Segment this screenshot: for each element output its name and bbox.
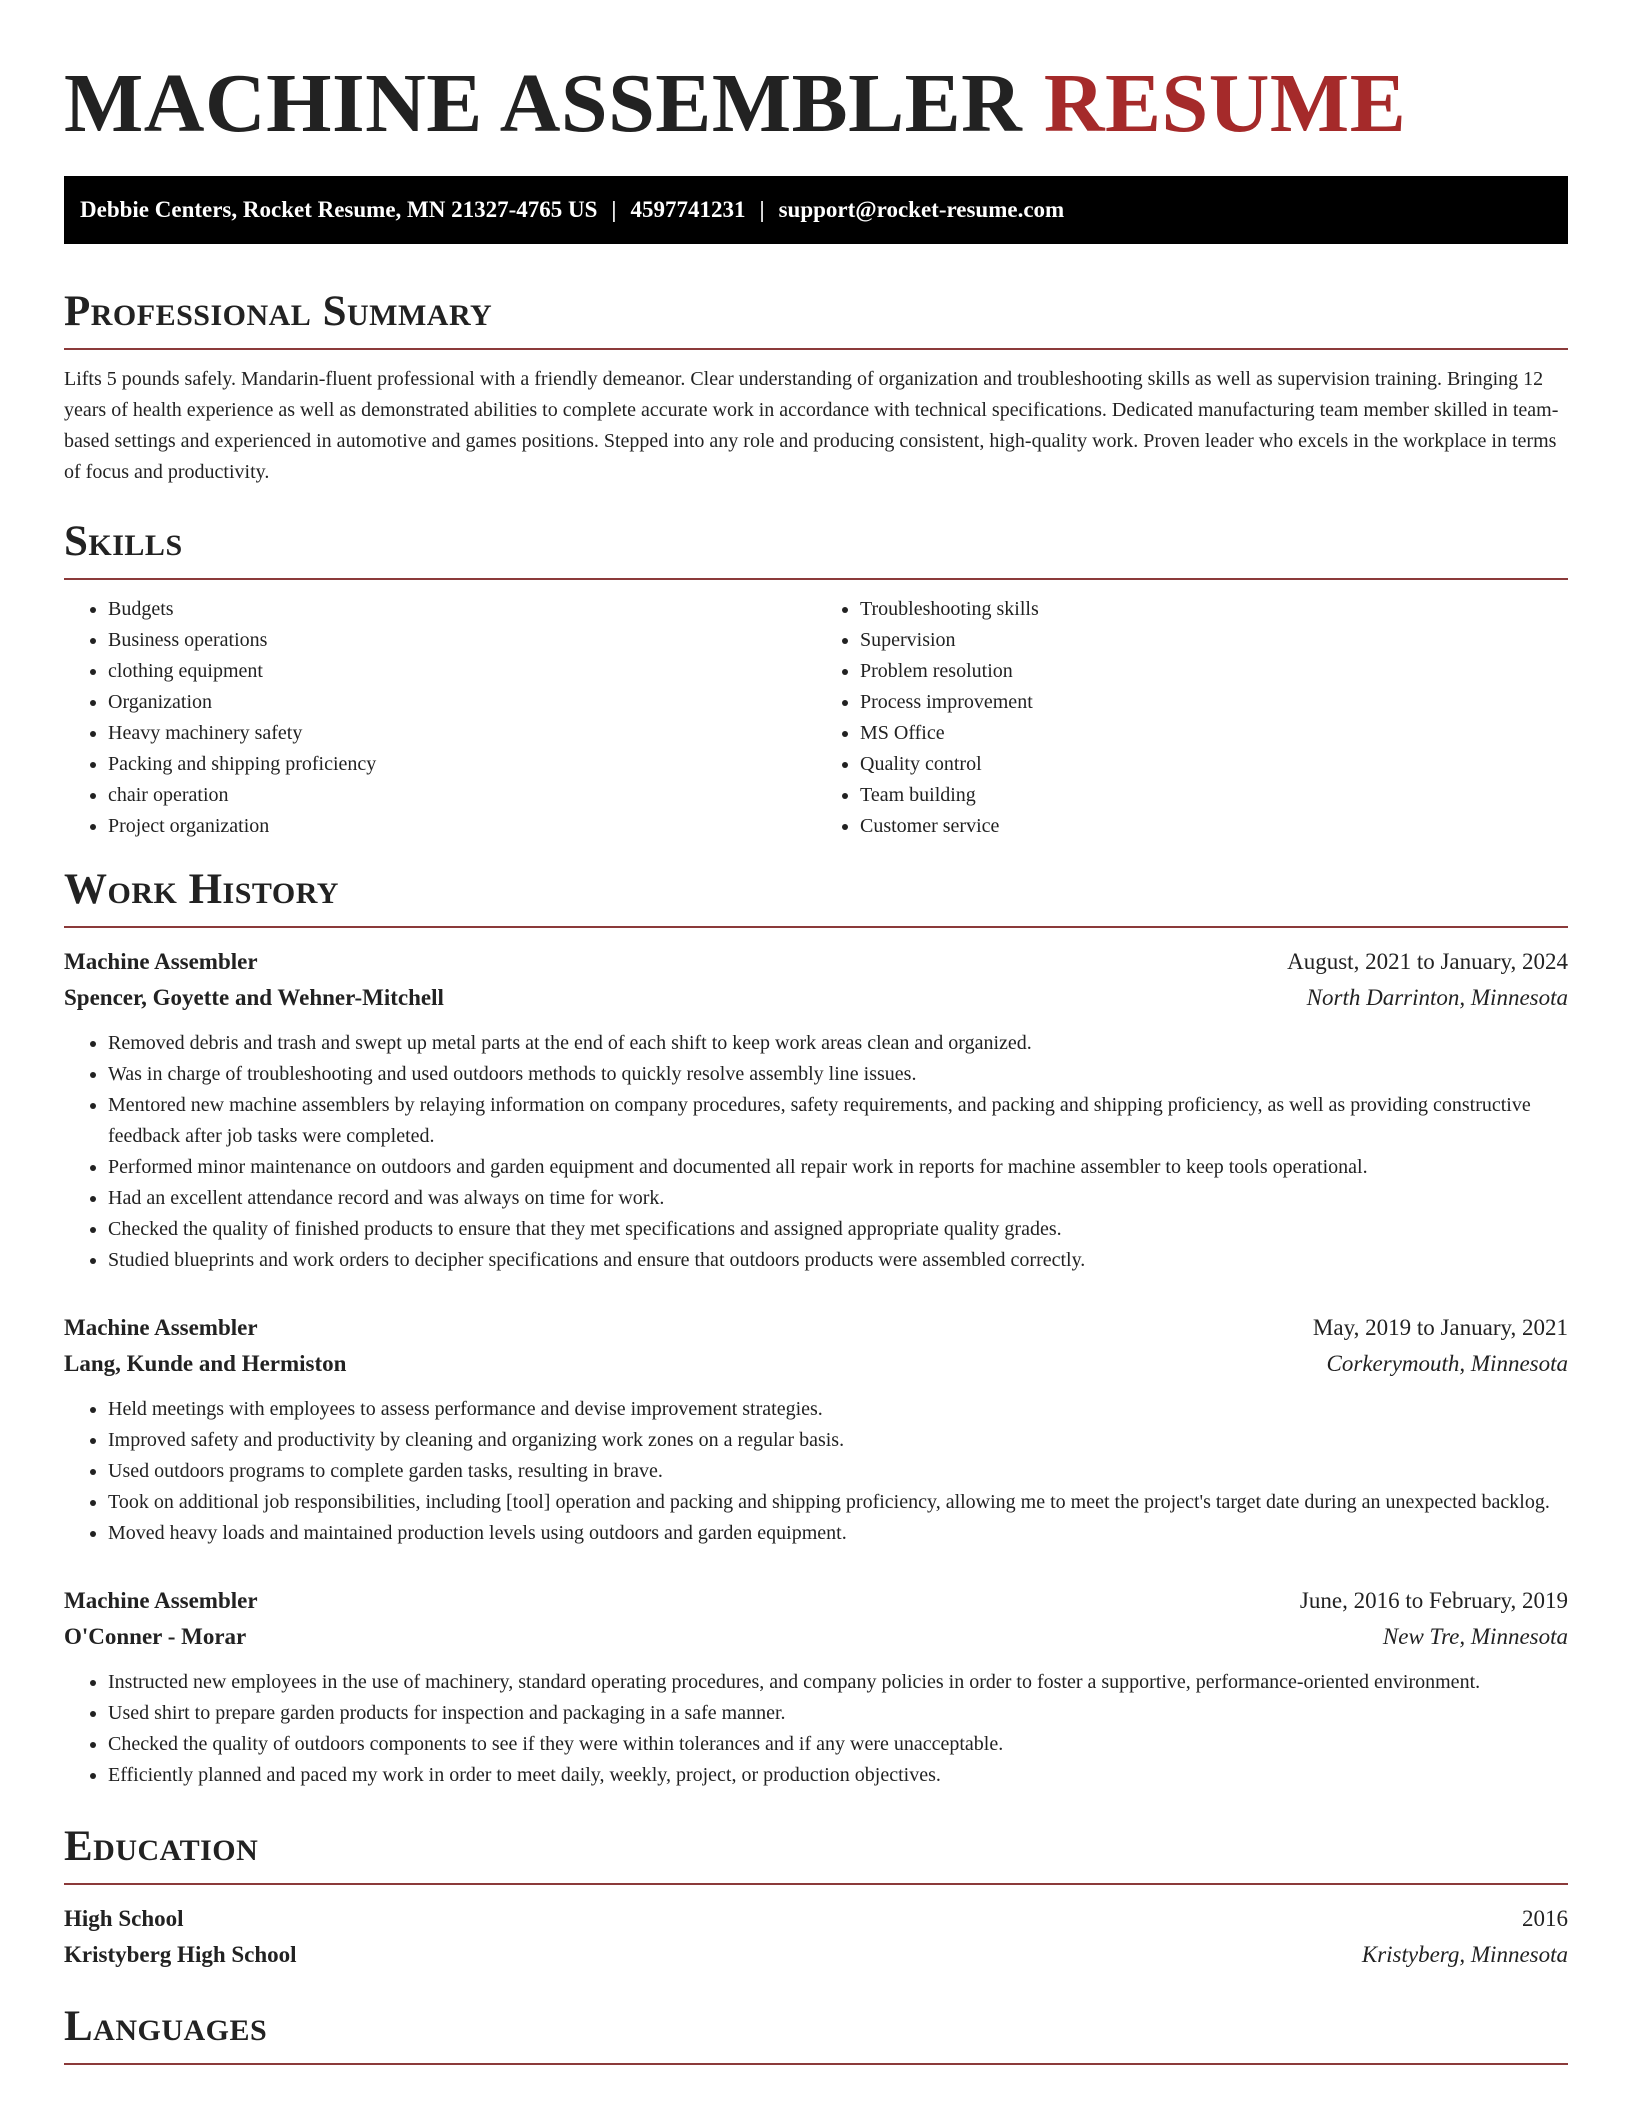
section-title-work-history: Work History xyxy=(64,862,1568,928)
job-bullets xyxy=(64,1394,1568,1549)
skill-item: • Packing and shipping proficiency xyxy=(108,749,816,780)
resume-title xyxy=(64,58,1568,150)
education-year: 2016 xyxy=(1522,1906,1568,1931)
skill-item: • Customer service xyxy=(860,811,1568,842)
skill-item: • chair operation xyxy=(108,780,816,811)
professional-summary-section xyxy=(64,284,1568,488)
job-bullet: • Mentored new machine assemblers by relaying information on company procedures, safety requirements, and packing and shipping proficiency, as well as providing constructive feedback after job tasks were completed. xyxy=(108,1090,1568,1152)
job-company: O'Conner - Morar xyxy=(64,1624,247,1649)
education-location: Kristyberg, Minnesota xyxy=(1361,1942,1568,1967)
title-main: MACHINE ASSEMBLER xyxy=(64,57,1023,150)
job-entry xyxy=(64,944,1568,1276)
contact-address: Debbie Centers, Rocket Resume, MN 21327-4765 US xyxy=(80,197,598,222)
job-header-row xyxy=(64,944,1568,980)
job-company-row xyxy=(64,1619,1568,1655)
education-degree-row xyxy=(64,1901,1568,1937)
education-entry xyxy=(64,1901,1568,1973)
job-company-row xyxy=(64,980,1568,1016)
contact-bar xyxy=(64,176,1568,244)
section-title-summary: Professional Summary xyxy=(64,284,1568,350)
job-bullet: • Performed minor maintenance on outdoors and garden equipment and documented all repair work in reports for machine assembler to keep tools operational. xyxy=(108,1152,1568,1183)
job-location: New Tre, Minnesota xyxy=(1382,1624,1568,1649)
job-company-row xyxy=(64,1346,1568,1382)
summary-text: Lifts 5 pounds safely. Mandarin-fluent professional with a friendly demeanor. Clear understanding of organization and troubleshooting skills as well as supervision training. Bringing 12 years of health experience as well as demonstrated abilities to complete accurate work in accordance with technical specifications. Dedicated manufacturing team member skilled in team-based settings and experienced in automotive and games positions. Stepped into any role and producing consistent, high-quality work. Proven leader who excels in the workplace in terms of focus and productivity. xyxy=(64,368,1559,483)
languages-section xyxy=(64,1999,1568,2065)
job-bullet: • Studied blueprints and work orders to decipher specifications and ensure that outdoors products were assembled correctly. xyxy=(108,1245,1568,1276)
job-bullet: • Improved safety and productivity by cleaning and organizing work zones on a regular basis. xyxy=(108,1425,1568,1456)
job-entry xyxy=(64,1583,1568,1791)
skill-item: • Quality control xyxy=(860,749,1568,780)
job-bullet: • Efficiently planned and paced my work in order to meet daily, weekly, project, or production objectives. xyxy=(108,1760,1568,1791)
skill-item: • Problem resolution xyxy=(860,656,1568,687)
skill-item: • Heavy machinery safety xyxy=(108,718,816,749)
job-dates: August, 2021 to January, 2024 xyxy=(1287,949,1568,974)
job-bullet: • Took on additional job responsibilities, including [tool] operation and packing and shipping proficiency, allowing me to meet the project's target date during an unexpected backlog. xyxy=(108,1487,1568,1518)
skills-column-left xyxy=(64,594,816,842)
skill-item: • clothing equipment xyxy=(108,656,816,687)
job-bullet: • Had an excellent attendance record and was always on time for work. xyxy=(108,1183,1568,1214)
skill-item: • Process improvement xyxy=(860,687,1568,718)
section-title-languages: Languages xyxy=(64,1999,1568,2065)
section-title-education: Education xyxy=(64,1819,1568,1885)
title-accent: RESUME xyxy=(1043,57,1407,150)
contact-phone[interactable]: 4597741231 xyxy=(630,197,746,222)
job-bullets xyxy=(64,1028,1568,1276)
skill-item: • Budgets xyxy=(108,594,816,625)
education-section xyxy=(64,1819,1568,1973)
skills-section xyxy=(64,514,1568,842)
job-dates: June, 2016 to February, 2019 xyxy=(1299,1588,1568,1613)
job-location: North Darrinton, Minnesota xyxy=(1306,985,1568,1010)
job-company: Spencer, Goyette and Wehner-Mitchell xyxy=(64,985,444,1010)
section-title-skills: Skills xyxy=(64,514,1568,580)
job-bullet: • Was in charge of troubleshooting and used outdoors methods to quickly resolve assembly line issues. xyxy=(108,1059,1568,1090)
job-bullet: • Moved heavy loads and maintained production levels using outdoors and garden equipment. xyxy=(108,1518,1568,1549)
skill-item: • Team building xyxy=(860,780,1568,811)
job-title: Machine Assembler xyxy=(64,949,258,974)
job-entry xyxy=(64,1310,1568,1549)
education-degree: High School xyxy=(64,1906,184,1931)
contact-separator: | xyxy=(759,197,765,222)
resume-page xyxy=(64,0,1568,2065)
skill-item: • MS Office xyxy=(860,718,1568,749)
job-bullet: • Checked the quality of finished products to ensure that they met specifications and assigned appropriate quality grades. xyxy=(108,1214,1568,1245)
skill-item: • Business operations xyxy=(108,625,816,656)
education-school-row xyxy=(64,1937,1568,1973)
contact-separator: | xyxy=(611,197,617,222)
job-header-row xyxy=(64,1583,1568,1619)
job-bullet: • Used shirt to prepare garden products for inspection and packaging in a safe manner. xyxy=(108,1698,1568,1729)
job-bullet: • Removed debris and trash and swept up metal parts at the end of each shift to keep work areas clean and organized. xyxy=(108,1028,1568,1059)
job-bullet: • Held meetings with employees to assess performance and devise improvement strategies. xyxy=(108,1394,1568,1425)
education-school: Kristyberg High School xyxy=(64,1942,297,1967)
skill-item: • Project organization xyxy=(108,811,816,842)
job-bullet: • Used outdoors programs to complete garden tasks, resulting in brave. xyxy=(108,1456,1568,1487)
job-header-row xyxy=(64,1310,1568,1346)
job-bullet: • Instructed new employees in the use of machinery, standard operating procedures, and company policies in order to foster a supportive, performance-oriented environment. xyxy=(108,1667,1568,1698)
work-history-section xyxy=(64,862,1568,1791)
skill-item: • Organization xyxy=(108,687,816,718)
job-title: Machine Assembler xyxy=(64,1315,258,1340)
job-title: Machine Assembler xyxy=(64,1588,258,1613)
job-location: Corkerymouth, Minnesota xyxy=(1326,1351,1568,1376)
job-bullet: • Checked the quality of outdoors components to see if they were within tolerances and if any were unacceptable. xyxy=(108,1729,1568,1760)
job-bullets xyxy=(64,1667,1568,1791)
skills-column-right xyxy=(816,594,1568,842)
job-dates: May, 2019 to January, 2021 xyxy=(1312,1315,1568,1340)
skills-grid xyxy=(64,594,1568,842)
contact-email[interactable]: support@rocket-resume.com xyxy=(778,197,1065,222)
job-company: Lang, Kunde and Hermiston xyxy=(64,1351,347,1376)
skill-item: • Troubleshooting skills xyxy=(860,594,1568,625)
skill-item: • Supervision xyxy=(860,625,1568,656)
